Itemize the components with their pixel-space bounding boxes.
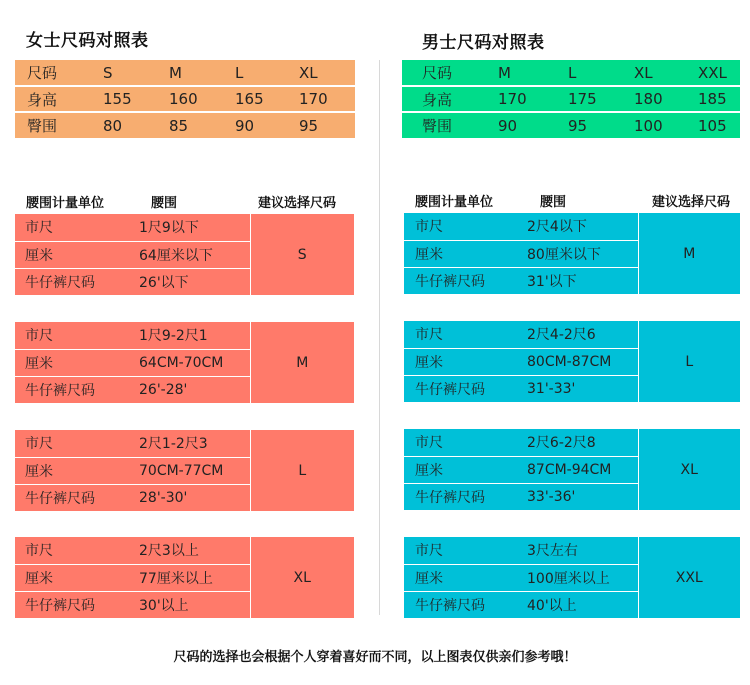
men-waist-header: 腰围: [540, 195, 567, 210]
table-cell: 牛仔裤尺码: [25, 274, 95, 291]
table-row: [402, 86, 740, 112]
table-cell: 30'以上: [139, 597, 189, 614]
recommended-size: M: [638, 213, 740, 294]
table-cell: L: [235, 60, 299, 86]
women-waist-table-xl: [15, 537, 354, 618]
table-cell: 77厘米以上: [139, 564, 250, 591]
table-cell: 175: [568, 86, 634, 112]
recommended-size: XL: [638, 429, 740, 510]
men-size-chart-title: 男士尺码对照表: [422, 33, 545, 53]
table-cell: 64厘米以下: [139, 241, 250, 268]
table-cell: 2尺4以下: [527, 213, 638, 240]
women-waist-table-s: [15, 214, 354, 295]
table-cell: 33'-36': [527, 488, 576, 505]
table-cell: 165: [235, 86, 299, 112]
table-cell: 厘米: [404, 456, 527, 483]
table-cell: 100: [634, 116, 663, 135]
table-cell: 1尺9-2尺1: [139, 322, 250, 349]
table-cell: 100厘米以上: [527, 564, 638, 591]
recommended-size: L: [250, 430, 354, 511]
table-cell: 70CM-77CM: [139, 457, 250, 484]
men-waist-table-m: [404, 213, 740, 294]
women-recommended-size-header: 建议选择尺码: [258, 196, 337, 211]
men-recommended-size-header: 建议选择尺码: [652, 195, 731, 210]
table-cell: XL: [634, 60, 698, 86]
table-cell: 80: [103, 116, 123, 135]
men-waist-table-l: [404, 321, 740, 402]
table-cell: 市尺: [404, 429, 527, 456]
table-row: [15, 214, 354, 241]
table-cell: 1尺9以下: [139, 214, 250, 241]
table-row: [15, 322, 354, 349]
table-cell: 厘米: [15, 241, 139, 268]
recommended-size: S: [250, 214, 354, 295]
table-cell: 牛仔裤尺码: [25, 382, 95, 399]
table-cell: 市尺: [404, 213, 527, 240]
table-row: [15, 86, 355, 112]
table-cell: 市尺: [404, 537, 527, 564]
table-cell: XL: [299, 60, 355, 86]
table-cell: 87CM-94CM: [527, 456, 638, 483]
table-cell: 臀围: [422, 117, 453, 135]
table-cell: 185: [698, 86, 740, 112]
table-cell: 31'-33': [527, 380, 576, 397]
table-cell: 厘米: [15, 564, 139, 591]
table-row: [404, 537, 740, 564]
men-general-size-table: [402, 60, 740, 138]
table-cell: L: [568, 60, 634, 86]
table-cell: 牛仔裤尺码: [415, 381, 485, 398]
table-cell: 26'以下: [139, 274, 189, 291]
women-waist-header: 腰围: [151, 196, 178, 211]
table-cell: 180: [634, 86, 698, 112]
recommended-size: XXL: [638, 537, 740, 618]
table-cell: 2尺6-2尺8: [527, 429, 638, 456]
table-cell: 95: [299, 116, 319, 135]
table-cell: 40'以上: [527, 597, 577, 614]
table-cell: 64CM-70CM: [139, 349, 250, 376]
table-cell: 市尺: [15, 537, 139, 564]
table-cell: 厘米: [15, 349, 139, 376]
table-cell: 市尺: [15, 214, 139, 241]
table-cell: 市尺: [404, 321, 527, 348]
women-size-chart-title: 女士尺码对照表: [26, 31, 149, 51]
table-cell: 尺码: [402, 60, 498, 86]
table-cell: M: [498, 60, 568, 86]
recommended-size: L: [638, 321, 740, 402]
table-cell: 臀围: [27, 117, 58, 135]
table-cell: M: [169, 60, 235, 86]
table-cell: 牛仔裤尺码: [415, 489, 485, 506]
table-row: [15, 60, 355, 86]
table-cell: 80厘米以下: [527, 240, 638, 267]
table-cell: 85: [169, 116, 189, 135]
women-waist-table-m: [15, 322, 354, 403]
table-cell: 尺码: [15, 60, 103, 86]
footer-note: 尺码的选择也会根据个人穿着喜好而不同，以上图表仅供亲们参考哦！: [173, 650, 577, 665]
table-cell: 28'-30': [139, 489, 188, 506]
table-row: [404, 213, 740, 240]
table-cell: 牛仔裤尺码: [25, 597, 95, 614]
men-waist-table-xl: [404, 429, 740, 510]
table-row: [15, 537, 354, 564]
table-cell: 2尺1-2尺3: [139, 430, 250, 457]
men-waist-table-xxl: [404, 537, 740, 618]
table-cell: 95: [568, 116, 588, 135]
women-waist-unit-header: 腰围计量单位: [26, 196, 105, 211]
table-cell: 牛仔裤尺码: [415, 597, 485, 614]
table-cell: 26'-28': [139, 381, 188, 398]
table-cell: 170: [299, 86, 355, 112]
recommended-size: M: [250, 322, 354, 403]
recommended-size: XL: [250, 537, 354, 618]
table-row: [402, 60, 740, 86]
table-cell: 2尺4-2尺6: [527, 321, 638, 348]
table-cell: 市尺: [15, 322, 139, 349]
table-cell: S: [103, 60, 169, 86]
table-cell: 牛仔裤尺码: [25, 490, 95, 507]
table-row: [15, 430, 354, 457]
table-cell: 90: [498, 116, 518, 135]
table-cell: 90: [235, 116, 255, 135]
table-cell: 170: [498, 86, 568, 112]
table-cell: 厘米: [404, 240, 527, 267]
table-cell: 厘米: [15, 457, 139, 484]
table-cell: 身高: [402, 86, 498, 112]
center-divider: [379, 60, 380, 615]
table-cell: 身高: [15, 86, 103, 112]
table-cell: 31'以下: [527, 273, 577, 290]
table-cell: 2尺3以上: [139, 537, 250, 564]
table-cell: 厘米: [404, 564, 527, 591]
table-row: [402, 112, 740, 138]
women-waist-table-l: [15, 430, 354, 511]
table-cell: 厘米: [404, 348, 527, 375]
women-general-size-table: [15, 60, 355, 138]
table-cell: 155: [103, 86, 169, 112]
table-row: [404, 429, 740, 456]
men-waist-unit-header: 腰围计量单位: [415, 195, 494, 210]
table-cell: 160: [169, 86, 235, 112]
table-cell: XXL: [698, 60, 740, 86]
table-cell: 80CM-87CM: [527, 348, 638, 375]
table-row: [404, 321, 740, 348]
table-cell: 市尺: [15, 430, 139, 457]
table-cell: 3尺左右: [527, 537, 638, 564]
table-cell: 牛仔裤尺码: [415, 273, 485, 290]
table-row: [15, 112, 355, 138]
table-cell: 105: [698, 116, 727, 135]
